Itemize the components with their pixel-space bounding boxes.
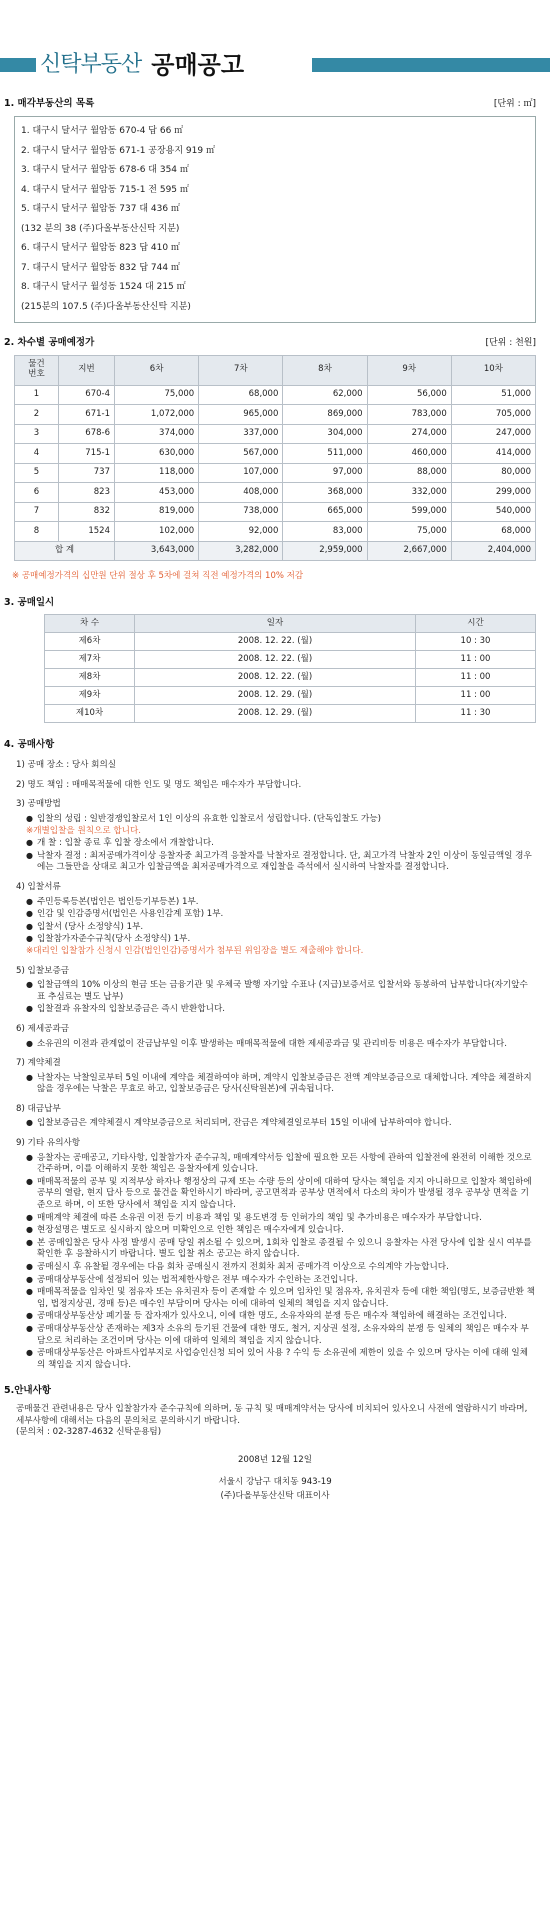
section-header (4, 98, 536, 111)
table-cell: 2,404,000 (451, 541, 535, 561)
bullet-icon: ● (26, 838, 33, 848)
table-cell: 2008. 12. 22. (월) (135, 651, 416, 669)
bullet-icon: ● (26, 980, 33, 990)
table-cell: 3,282,000 (199, 541, 283, 561)
table-cell: 2008. 12. 29. (월) (135, 705, 416, 723)
bullet-icon: ● (26, 1212, 33, 1222)
list-item: 2. 대구시 달서구 월암동 671-1 공장용지 919 ㎡ (21, 145, 215, 156)
table-cell: 107,000 (199, 463, 283, 483)
table-cell: 88,000 (367, 463, 451, 483)
col-header: 일자 (135, 615, 416, 633)
table-cell: 965,000 (199, 405, 283, 425)
item-documents: 4) 입찰서류 (16, 881, 61, 892)
table-row (45, 651, 536, 669)
list-item: ● 공매실시 후 유찰될 경우에는 다음 회차 공매실시 전까지 전회차 최저 공매가격 이상으로 수의계약 가능합니다. (26, 1262, 449, 1272)
bullet-icon: ● (26, 1004, 33, 1014)
table-cell: 783,000 (367, 405, 451, 425)
list-item: 4. 대구시 달서구 월암동 715-1 전 595 ㎡ (21, 184, 189, 195)
section-header (4, 597, 536, 610)
bullet-icon: ● (26, 1348, 33, 1358)
auction-details-body (0, 760, 550, 1371)
list-item: ● 본 공매입찰은 당사 사정 발생시 공매 당일 취소될 수 있으며, 1회차 입찰로 종결될 수 있으니 응찰자는 사전 당사에 입찰 실시 여부를 확인한 후 응찰하시기 바랍니다. 별도 입찰 취소 공고는 하지 않습니다. (26, 1237, 532, 1260)
item-taxes: 6) 제세공과금 (16, 1023, 70, 1034)
header-banner (0, 0, 550, 86)
list-item: ● 매매목적물의 공부 및 지적부상 하자나 행정상의 규제 또는 수량 등의 상이에 대하여 당사는 책임을 지지 아니하므로 입찰자 책임하에 공부의 열람, 현지 답사 등으로 물건을 확인하시기 바라며, 공고면적과 공부상 면적에서 다소의 차이가 발생될 경우 공부상 면적을 기준으로 하며, 이 또한 당사에서 책임을 지지 않습니다. (26, 1176, 532, 1211)
table-cell: 68,000 (451, 522, 535, 542)
table-row (45, 633, 536, 651)
table-cell: 80,000 (451, 463, 535, 483)
table-cell: 247,000 (451, 424, 535, 444)
table-cell: 3 (15, 424, 59, 444)
table-cell: 11 : 30 (416, 705, 536, 723)
table-cell: 665,000 (283, 502, 367, 522)
table-cell: 62,000 (283, 385, 367, 405)
table-header-row (45, 615, 536, 633)
bullet-icon: ● (26, 909, 33, 919)
table-cell: 118,000 (115, 463, 199, 483)
item-payment: 8) 대금납부 (16, 1103, 61, 1114)
list-item: ● 낙찰자는 낙찰일로부터 5일 이내에 계약을 체결하여야 하며, 계약시 입찰보증금은 전액 계약보증금으로 대체합니다. 계약을 체결하지 않을 경우에는 낙찰은 무효로 하고, 입찰보증금은 당사(신탁원본)에 귀속됩니다. (26, 1072, 532, 1095)
table-cell: 1,072,000 (115, 405, 199, 425)
table-cell: 540,000 (451, 502, 535, 522)
list-item: ● 소유권의 이전과 관계없이 잔금납부일 이후 발생하는 매매목적물에 대한 제세공과금 및 관리비등 비용은 매수자가 부담합니다. (26, 1038, 507, 1049)
list-item: (215분의 107.5 (주)다올부동산신탁 지분) (21, 301, 191, 312)
table-cell: 2008. 12. 22. (월) (135, 669, 416, 687)
table-cell: 460,000 (367, 444, 451, 464)
property-list-box (14, 116, 536, 323)
table-cell: 337,000 (199, 424, 283, 444)
list-item: 1. 대구시 달서구 월암동 670-4 답 66 ㎡ (21, 126, 184, 137)
section-guidance (0, 1385, 550, 1398)
documents-note: ※대리인 입찰참가 신청시 인감(법인인감)증명서가 첨부된 위임장을 별도 제출해야 합니다. (26, 945, 364, 956)
method-note: ※개별입찰을 원칙으로 합니다. (26, 825, 142, 836)
list-item: 6. 대구시 달서구 월암동 823 답 410 ㎡ (21, 243, 180, 254)
table-cell: 2008. 12. 22. (월) (135, 633, 416, 651)
table-cell: 6 (15, 483, 59, 503)
table-cell: 738,000 (199, 502, 283, 522)
table-cell: 832 (59, 502, 115, 522)
section-title: 2. 차수별 공매예정가 (4, 336, 95, 348)
title-big: 공매공고 (151, 50, 245, 79)
table-cell: 819,000 (115, 502, 199, 522)
section-title: 1. 매각부동산의 목록 (4, 98, 95, 109)
section-title: 4. 공매사항 (4, 739, 55, 751)
section-price-schedule (0, 337, 550, 583)
table-cell: 68,000 (199, 385, 283, 405)
item-place: 1) 공매 장소 : 당사 회의실 (16, 760, 117, 771)
banner-left-bar (0, 58, 36, 72)
contact-text: (문의처 : 02-3287-4632 신탁운용팀) (16, 1427, 162, 1438)
table-cell: 56,000 (367, 385, 451, 405)
bullet-icon: ● (26, 921, 33, 931)
list-item: ● 공매대상부동산에 설정되어 있는 법적제한사항은 전부 매수자가 수인하는 조건입니다. (26, 1274, 358, 1285)
page-title (36, 48, 312, 82)
col-header: 10차 (451, 355, 535, 385)
table-cell: 제10차 (45, 705, 135, 723)
guidance-body (0, 1404, 550, 1439)
section-property-list (0, 98, 550, 323)
table-row (15, 444, 536, 464)
table-cell: 368,000 (283, 483, 367, 503)
table-cell: 304,000 (283, 424, 367, 444)
table-row (45, 687, 536, 705)
section-title: 5.안내사항 (4, 1385, 51, 1397)
col-header: 6차 (115, 355, 199, 385)
price-note: ※ 공매예정가격의 십만원 단위 절상 후 5차에 걸쳐 직전 예정가격의 10% 저감 (12, 571, 304, 582)
table-cell: 453,000 (115, 483, 199, 503)
schedule-table (44, 614, 536, 723)
bullet-icon: ● (26, 896, 33, 906)
col-header: 시간 (416, 615, 536, 633)
table-cell: 2,667,000 (367, 541, 451, 561)
table-cell: 83,000 (283, 522, 367, 542)
table-cell: 8 (15, 522, 59, 542)
list-item: ● 인감 및 인감증명서(법인은 사용인감계 포함) 1부. (26, 909, 224, 920)
table-cell: 4 (15, 444, 59, 464)
table-row (15, 385, 536, 405)
list-item: ● 매매계약 체결에 따른 소유권 이전 등기 비용과 책임 및 용도변경 등 인허가의 책임 및 추가비용은 매수자가 부담합니다. (26, 1212, 482, 1223)
section-schedule (0, 597, 550, 724)
table-cell: 670-4 (59, 385, 115, 405)
table-row (45, 705, 536, 723)
table-cell: 299,000 (451, 483, 535, 503)
guidance-text: 공매물건 관련내용은 당사 입찰참가자 준수규칙에 의하며, 동 규칙 및 매매계약서는 당사에 비치되어 있사오니 사전에 열람하시기 바라며, 세부사항에 대해서는 다음의 문의처로 문의하시기 바랍니다. (16, 1404, 528, 1426)
price-table (14, 355, 536, 562)
table-cell: 75,000 (115, 385, 199, 405)
footer-date: 2008년 12월 12일 (237, 1454, 313, 1465)
section-header (4, 1385, 536, 1398)
table-cell: 2,959,000 (283, 541, 367, 561)
list-item: (132 분의 38 (주)다올부동산신탁 지분) (21, 223, 180, 234)
unit-label: [단위 : 천원] (485, 338, 536, 349)
table-cell: 511,000 (283, 444, 367, 464)
table-cell: 671-1 (59, 405, 115, 425)
bullet-icon: ● (26, 1274, 33, 1284)
list-item: ● 공매대상부동산은 아파트사업부지로 사업승인신청 되어 있어 사용 ? 수익 등 소유권에 제한이 있을 수 있으며 당사는 이에 대해 일체의 책임을 지지 않습니다. (26, 1348, 528, 1370)
table-cell: 11 : 00 (416, 669, 536, 687)
unit-label: [단위 : ㎡] (493, 99, 536, 110)
table-cell: 678-6 (59, 424, 115, 444)
table-cell: 737 (59, 463, 115, 483)
bullet-icon: ● (26, 1118, 33, 1128)
list-item: 5. 대구시 달서구 월암동 737 대 436 ㎡ (21, 204, 180, 215)
list-item: ● 입찰금액의 10% 이상의 현금 또는 금융기관 및 우체국 발행 자기앞 수표나 (지급)보증서로 입찰서와 동봉하여 납부합니다(자기앞수표 추심료는 별도 납부) (26, 980, 528, 1002)
bullet-icon: ● (26, 1323, 33, 1333)
bullet-icon: ● (26, 1287, 33, 1297)
table-cell: 제6차 (45, 633, 135, 651)
table-cell: 1524 (59, 522, 115, 542)
table-cell: 599,000 (367, 502, 451, 522)
table-row (15, 424, 536, 444)
list-item: ● 낙찰자 결정 : 최저공매가격이상 응찰자중 최고가격 응찰자를 낙찰자로 결정합니다. 단, 최고가격 낙찰자 2인 이상이 동일금액일 경우에는 그들만을 상대로 최고가 입찰금액을 최저공매가격으로 재입찰을 즉석에서 실시하여 낙찰자를 결정합니다. (26, 850, 532, 873)
list-item: ● 입찰참가자준수규칙(당사 소정양식) 1부. (26, 934, 191, 945)
table-cell: 11 : 00 (416, 687, 536, 705)
total-label: 합 계 (15, 541, 115, 561)
bullet-icon: ● (26, 1072, 33, 1082)
bullet-icon: ● (26, 1237, 33, 1247)
table-cell: 102,000 (115, 522, 199, 542)
list-item: ● 응찰자는 공매공고, 기타사항, 입찰참가자 준수규칙, 매매계약서등 입찰에 필요한 모든 사항에 관하여 입찰전에 완전히 이해한 것으로 간주하며, 이를 이해하지 못한 책임은 응찰자에게 있습니다. (26, 1152, 532, 1175)
list-item: ● 현장설명은 별도로 실시하지 않으며 미확인으로 인한 책임은 매수자에게 있습니다. (26, 1225, 344, 1236)
total-row (15, 541, 536, 561)
table-row (15, 522, 536, 542)
section-header (4, 739, 536, 752)
list-item: ● 입찰의 성립 : 일반경쟁입찰로서 1인 이상의 유효한 입찰로서 성립합니다. (단독입찰도 가능) (26, 814, 381, 824)
list-item: 7. 대구시 달서구 월암동 832 답 744 ㎡ (21, 262, 180, 273)
table-cell: 제7차 (45, 651, 135, 669)
table-row (15, 483, 536, 503)
table-cell: 869,000 (283, 405, 367, 425)
section-header (4, 337, 536, 350)
table-header-row (15, 355, 536, 385)
list-item: ● 입찰결과 유찰자의 입찰보증금은 즉시 반환합니다. (26, 1004, 225, 1015)
table-cell: 3,643,000 (115, 541, 199, 561)
list-item: ● 입찰서 (당사 소정양식) 1부. (26, 921, 144, 932)
section-auction-details (0, 739, 550, 752)
list-item: ● 개 찰 : 입찰 종료 후 입찰 장소에서 개찰합니다. (26, 838, 214, 849)
table-cell: 75,000 (367, 522, 451, 542)
col-header: 물건 번호 (15, 355, 59, 385)
list-item: ● 공매대상부동산상 폐기물 등 잡자재가 있사오니, 이에 대한 명도, 소유자와의 분쟁 등은 매수자 책임하에 해결하는 조건입니다. (26, 1311, 507, 1322)
table-cell: 51,000 (451, 385, 535, 405)
footer (0, 1455, 550, 1503)
bullet-icon: ● (26, 1225, 33, 1235)
bullet-icon: ● (26, 850, 33, 860)
table-cell: 332,000 (367, 483, 451, 503)
bullet-icon: ● (26, 814, 33, 823)
title-small: 신탁부동산 (40, 52, 142, 78)
bullet-icon: ● (26, 934, 33, 944)
table-cell: 97,000 (283, 463, 367, 483)
table-cell: 715-1 (59, 444, 115, 464)
table-cell: 11 : 00 (416, 651, 536, 669)
item-deposit: 5) 입찰보증금 (16, 965, 70, 976)
table-cell: 92,000 (199, 522, 283, 542)
table-cell: 630,000 (115, 444, 199, 464)
table-cell: 705,000 (451, 405, 535, 425)
item-contract: 7) 계약체결 (16, 1058, 61, 1069)
col-header: 8차 (283, 355, 367, 385)
table-cell: 274,000 (367, 424, 451, 444)
table-cell: 414,000 (451, 444, 535, 464)
table-row (15, 502, 536, 522)
table-cell: 10 : 30 (416, 633, 536, 651)
table-cell: 2008. 12. 29. (월) (135, 687, 416, 705)
list-item: ● 입찰보증금은 계약체결시 계약보증금으로 처리되며, 잔금은 계약체결일로부터 15일 이내에 납부하여야 합니다. (26, 1118, 452, 1129)
list-item: 8. 대구시 달서구 월성동 1524 대 215 ㎡ (21, 282, 186, 293)
item-handover: 2) 명도 책임 : 매매목적물에 대한 인도 및 명도 책임은 매수자가 부담합니다. (16, 779, 302, 790)
bullet-icon: ● (26, 1311, 33, 1321)
table-cell: 1 (15, 385, 59, 405)
table-cell: 567,000 (199, 444, 283, 464)
bullet-icon: ● (26, 1262, 33, 1271)
table-cell: 7 (15, 502, 59, 522)
footer-company: (주)다올부동산신탁 대표이사 (220, 1491, 330, 1502)
table-cell: 823 (59, 483, 115, 503)
section-title: 3. 공매일시 (4, 596, 55, 608)
table-row (45, 669, 536, 687)
item-method: 3) 공매방법 (16, 799, 61, 810)
bullet-icon: ● (26, 1038, 33, 1048)
bullet-icon: ● (26, 1176, 33, 1186)
bullet-icon: ● (26, 1152, 33, 1162)
col-header: 9차 (367, 355, 451, 385)
list-item: 3. 대구시 달서구 월암동 678-6 대 354 ㎡ (21, 165, 189, 176)
list-item: ● 주민등록등본(법인은 법인등기부등본) 1부. (26, 896, 199, 907)
table-cell: 408,000 (199, 483, 283, 503)
table-cell: 5 (15, 463, 59, 483)
list-item: ● 공매대상부동산상 존재하는 제3자 소유의 등기된 건물에 대한 명도, 철거, 지상권 설정, 소유자와의 분쟁 등 일체의 책임은 매수자 부담으로 처리하는 조건이며 당사는 이에 대하여 일체의 책임을 지지 않습니다. (26, 1323, 529, 1346)
table-row (15, 405, 536, 425)
table-cell: 제8차 (45, 669, 135, 687)
item-notes: 9) 기타 유의사항 (16, 1138, 81, 1149)
list-item: ● 매매목적물을 임차인 및 점유자 또는 유치권자 등이 존재할 수 있으며 임차인 및 점유자, 유치권자 등에 대한 책임(명도, 보증금반환 책임, 법정지상권, 경매 등)은 매수인 부담이며 당사는 이에 대하여 일체의 책임을 지지 않습니다. (26, 1287, 535, 1309)
col-header: 지번 (59, 355, 115, 385)
table-cell: 2 (15, 405, 59, 425)
table-row (15, 463, 536, 483)
table-cell: 제9차 (45, 687, 135, 705)
banner-right-bar (312, 58, 550, 72)
col-header: 7차 (199, 355, 283, 385)
table-cell: 374,000 (115, 424, 199, 444)
col-header: 차 수 (45, 615, 135, 633)
footer-address: 서울시 강남구 대치동 943-19 (218, 1476, 332, 1487)
